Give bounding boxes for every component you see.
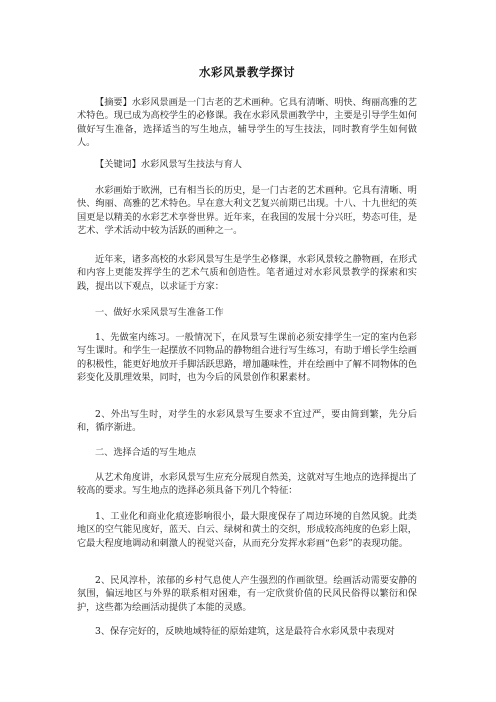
location-feature-2: 2、民风淳朴，浓郁的乡村气息使人产生强烈的作画欲望。绘画活动需要安静的氛围，偏远地区与外界的联系相对困难，有一定欣赏价值的民风民俗得以繁衍和保护，这些都为绘画活动提供了本能的灵感。 [77,575,417,613]
keywords-paragraph: 【关键词】水彩风景写生技法与育人 [95,159,242,170]
item-paragraph-1: 1、先做室内练习。一般情况下，在风景写生课前必须安排学生一定的室内色彩写生课时。和学生一起摆放不同物品的静物组合进行写生练习，有助于增长学生绘画的积极性，能更好地放开手脚活跃思路，增加趣味性，并在绘画中了解不同物体的色彩变化及肌理效果，同时，也为今后的风景创作积累素材。 [77,332,417,383]
location-feature-3: 3、保存完好的，反映地域特征的原始建筑，这是最符合水彩风景中表现对 [95,626,395,637]
intro-paragraph: 水彩画始于欧洲，已有相当长的历史，是一门古老的艺术画种。它具有清晰、明快、绚丽、高雅的艺术特色。早在意大利文艺复兴前期已出现。十八、十九世纪的英国更是以精美的水彩艺术享誉世界。近年来，在我国的发展十分兴旺，势态可佳，是艺术、学术活动中较为活跃的画种之一。 [77,185,417,236]
location-intro-paragraph: 从艺术角度讲，水彩风景写生应充分展现自然美，这就对写生地点的选择提出了较高的要求。写生地点的选择必须具备下列几个特征： [77,472,417,497]
abstract-paragraph: 【摘要】水彩风景画是一门古老的艺术画种。它具有清晰、明快、绚丽高雅的艺术特色。现已成为高校学生的必修课。我在水彩风景画教学中，主要是引导学生如何做好写生准备，选择适当的写生地点，辅导学生的写生技法，同时教育学生如何做人。 [77,97,417,148]
location-feature-1: 1、工业化和商业化痕迹影响很小，最大限度保存了周边环境的自然风貌。此类地区的空气能见度好，蓝天、白云、绿树和黄土的交织，形成较高纯度的色彩上限，它最大程度地调动和刺激人的视觉兴奋，从而充分发挥水彩画“色彩”的表现功能。 [77,511,417,549]
item-paragraph-2: 2、外出写生时，对学生的水彩风景写生要求不宜过严，要由简到繁，先分后和，循序渐进。 [77,409,417,434]
document-title: 水彩风景教学探讨 [199,65,295,79]
section-heading-2: 二、选择合适的写生地点 [95,447,197,458]
purpose-paragraph: 近年来，诸多高校的水彩风景写生是学生必修课，水彩风景较之静物画，在形式和内容上更能发挥学生的艺术气质和创造性。笔者通过对水彩风景教学的探索和实践，提出以下观点，以求证于方家： [77,254,417,292]
section-heading-1: 一、做好水采风景写生准备工作 [95,307,224,318]
